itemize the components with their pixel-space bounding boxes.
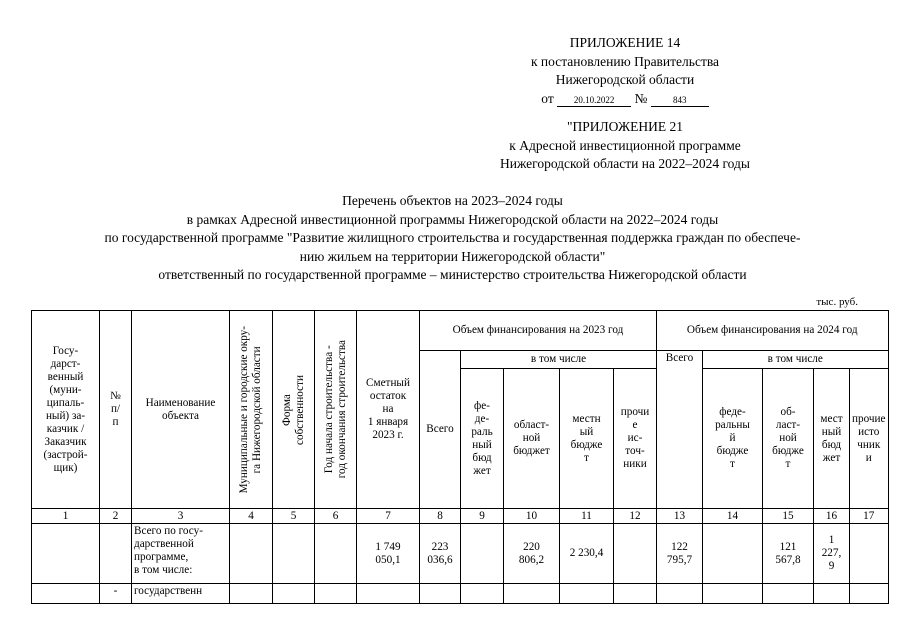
header-customer: Госу- дарст- венный (муни- ципаль- ный) за- казчик / Заказчик (застрой- щик)	[32, 311, 100, 509]
col-num-12: 12	[614, 509, 657, 524]
decree-date: 20.10.2022	[557, 95, 631, 107]
other-2024	[850, 524, 889, 584]
decree-number: 843	[651, 95, 709, 107]
header-other-2023: прочи е ис- точ- ники	[614, 369, 657, 509]
annex-date-line	[470, 90, 780, 109]
title-line-2: в рамках Адресной инвестиционной программы Нижегородской области на 2022–2024 годы	[186, 211, 719, 227]
annex-header	[470, 34, 780, 108]
col-num-14: 14	[703, 509, 763, 524]
title-line-3: по государственной программе "Развитие жилищного строительства и государственная поддержка граждан по обеспече-	[104, 230, 801, 245]
partial-c9	[461, 584, 504, 604]
total-ownership	[273, 524, 315, 584]
title-line-5: ответственный по государственной программе – министерство строительства Нижегородской области	[158, 267, 747, 282]
header-num: № п/ п	[100, 311, 132, 509]
annex-line-2: к постановлению Правительства	[530, 53, 720, 69]
date-prefix: от	[541, 90, 554, 106]
header-total-2024: Всего	[657, 351, 703, 509]
total-municipality	[230, 524, 273, 584]
col-num-10: 10	[504, 509, 560, 524]
partial-c10	[504, 584, 560, 604]
header-remaining: Сметный остаток на 1 января 2023 г.	[357, 311, 420, 509]
annex-line-3: Нижегородской области	[555, 72, 695, 87]
number-prefix: №	[634, 90, 648, 106]
partial-c14	[703, 584, 763, 604]
total-row	[32, 524, 889, 584]
header-ownership	[273, 311, 315, 509]
partial-c11	[560, 584, 614, 604]
partial-num: -	[100, 584, 132, 604]
header-ownership-text: Форма собственности	[280, 374, 306, 445]
partial-c16	[814, 584, 850, 604]
annex21-title: "ПРИЛОЖЕНИЕ 21	[566, 119, 684, 134]
header-local-2023: местн ый бюдже т	[560, 369, 614, 509]
header-federal-2024: феде- ральны й бюдже т	[703, 369, 763, 509]
header-regional-2023: област- ной бюджет	[504, 369, 560, 509]
local-2024: 1 227, 9	[814, 524, 850, 584]
federal-2023	[461, 524, 504, 584]
header-municipality-text: Муниципальные и городские окру- га Нижегородской области	[238, 325, 263, 494]
total-name: Всего по госу- дарственной программе, в том числе:	[132, 524, 230, 584]
partial-row	[32, 584, 889, 604]
total-remaining: 1 749 050,1	[357, 524, 420, 584]
col-num-9: 9	[461, 509, 504, 524]
col-num-7: 7	[357, 509, 420, 524]
header-municipality	[230, 311, 273, 509]
col-num-5: 5	[273, 509, 315, 524]
header-federal-2023: фе- де- раль ный бюд жет	[461, 369, 504, 509]
col-num-13: 13	[657, 509, 703, 524]
annex21-header	[470, 118, 780, 174]
objects-table	[31, 310, 889, 604]
header-local-2024: мест ный бюд жет	[814, 369, 850, 509]
partial-c15	[763, 584, 814, 604]
partial-c8	[420, 584, 461, 604]
partial-customer	[32, 584, 100, 604]
partial-c7	[357, 584, 420, 604]
col-num-17: 17	[850, 509, 889, 524]
header-other-2024: прочие исто чник и	[850, 369, 889, 509]
federal-2024	[703, 524, 763, 584]
partial-c13	[657, 584, 703, 604]
title-line-4: нию жильем на территории Нижегородской области"	[299, 248, 606, 264]
col-num-8: 8	[420, 509, 461, 524]
annex-title: ПРИЛОЖЕНИЕ 14	[569, 35, 681, 50]
header-including-2023: в том числе	[461, 351, 657, 369]
col-num-16: 16	[814, 509, 850, 524]
col-num-11: 11	[560, 509, 614, 524]
units-label: тыс. руб.	[816, 296, 858, 308]
partial-c4	[230, 584, 273, 604]
partial-name: государственн	[132, 584, 230, 604]
partial-c17	[850, 584, 889, 604]
partial-c12	[614, 584, 657, 604]
column-numbers-row	[32, 509, 889, 524]
regional-2023: 220 806,2	[504, 524, 560, 584]
header-years-text: Год начала строительства - год окончания строительства	[322, 340, 348, 479]
header-regional-2024: об- ласт- ной бюдже т	[763, 369, 814, 509]
col-num-1: 1	[32, 509, 100, 524]
other-2023	[614, 524, 657, 584]
title-line-1: Перечень объектов на 2023–2024 годы	[342, 193, 563, 208]
col-num-2: 2	[100, 509, 132, 524]
header-fin-2024: Объем финансирования на 2024 год	[657, 311, 889, 351]
regional-2024: 121 567,8	[763, 524, 814, 584]
partial-c5	[273, 584, 315, 604]
document-title	[0, 192, 905, 285]
col-num-15: 15	[763, 509, 814, 524]
total-customer	[32, 524, 100, 584]
header-fin-2023: Объем финансирования на 2023 год	[420, 311, 657, 351]
col-num-6: 6	[315, 509, 357, 524]
col-num-3: 3	[132, 509, 230, 524]
annex21-line-2: к Адресной инвестиционной программе	[509, 137, 741, 153]
col-num-4: 4	[230, 509, 273, 524]
total-years	[315, 524, 357, 584]
partial-c6	[315, 584, 357, 604]
local-2023: 2 230,4	[560, 524, 614, 584]
header-including-2024: в том числе	[703, 351, 889, 369]
header-total-2023: Всего	[420, 351, 461, 509]
header-years	[315, 311, 357, 509]
header-name: Наименование объекта	[132, 311, 230, 509]
total-2024: 122 795,7	[657, 524, 703, 584]
total-2023: 223 036,6	[420, 524, 461, 584]
total-num	[100, 524, 132, 584]
annex21-line-3: Нижегородской области на 2022–2024 годы	[500, 156, 750, 171]
